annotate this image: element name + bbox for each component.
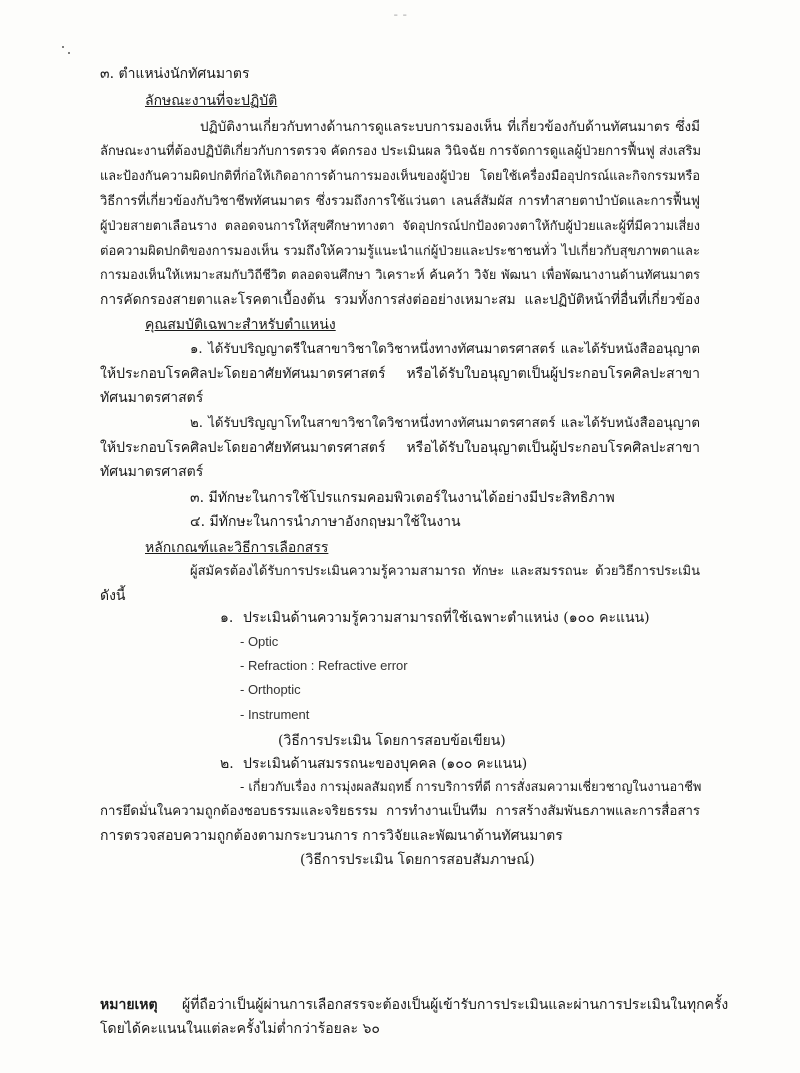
duties-line: วิธีการที่เกี่ยวข้องกับวิชาชีพทัศนมาตร ซึ่งรวมถึงการใช้แว่นตา เลนส์สัมผัส การทำสายตาบำบัดและการฟื้นฟู [100,194,700,209]
qualifications-title: คุณสมบัติเฉพาะสำหรับตำแหน่ง [145,317,336,333]
duties-title: ลักษณะงานที่จะปฏิบัติ [145,93,278,109]
selection-intro: ผู้สมัครต้องได้รับการประเมินความรู้ความสามารถ ทักษะ และสมรรถนะ ด้วยวิธีการประเมิน [190,564,700,579]
assessment-1-method: (วิธีการประเมิน โดยการสอบข้อเขียน) [278,733,506,749]
qualification-1-line: ให้ประกอบโรคศิลปะโดยอาศัยทัศนมาตรศาสตร์ หรือได้รับใบอนุญาตเป็นผู้ประกอบโรคศิลปะสาขา [100,366,700,382]
qualification-2-line: ให้ประกอบโรคศิลปะโดยอาศัยทัศนมาตรศาสตร์ หรือได้รับใบอนุญาตเป็นผู้ประกอบโรคศิลปะสาขา [100,440,700,456]
note-line: โดยได้คะแนนในแต่ละครั้งไม่ต่ำกว่าร้อยละ ๖๐ [100,1021,380,1037]
duties-line: ต่อความผิดปกติของการมองเห็น รวมถึงให้ความรู้แนะนำแก่ผู้ป่วยและประชาชนทั่ว ไปเกี่ยวกับสุขภาพตาและ [100,244,700,259]
assessment-2-title: ประเมินด้านสมรรถนะของบุคคล (๑๐๐ คะแนน) [243,756,528,772]
scan-speck [62,46,64,48]
note-label: หมายเหตุ [100,997,158,1013]
assessment-2-number: ๒. [220,756,234,772]
assessment-1-number: ๑. [220,610,234,626]
duties-line: การคัดกรองสายตาและโรคตาเบื้องต้น รวมทั้งการส่งต่ออย่างเหมาะสม และปฏิบัติหน้าที่อื่นที่เกี่ยวข้อง [100,292,700,308]
topic-item: - Optic [240,634,279,649]
duties-line: การมองเห็นให้เหมาะสมกับวิถีชีวิต ตลอดจนศึกษา วิเคราะห์ ค้นคว้า วิจัย พัฒนา เพื่อพัฒนางานด้านทัศนมาตร [100,268,700,283]
assessment-2-line: การยึดมั่นในความถูกต้องชอบธรรมและจริยธรรม การทำงานเป็นทีม การสร้างสัมพันธภาพและการสื่อสาร [100,804,700,819]
selection-intro-line: ดังนี้ [100,588,126,604]
assessment-2-method: (วิธีการประเมิน โดยการสอบสัมภาษณ์) [300,852,535,868]
duties-line: และป้องกันความผิดปกติที่ก่อให้เกิดอาการด้านการมองเห็นของผู้ป่วย โดยใช้เครื่องมืออุปกรณ์และกิจกรรมหรือ [100,169,700,184]
qualification-1-line: ทัศนมาตรศาสตร์ [100,390,204,406]
assessment-1-title: ประเมินด้านความรู้ความสามารถที่ใช้เฉพาะตำแหน่ง (๑๐๐ คะแนน) [243,610,650,626]
section-heading: ๓. ตำแหน่งนักทัศนมาตร [100,66,250,82]
topic-item: - Refraction : Refractive error [240,658,408,673]
topic-item: - Orthoptic [240,682,301,697]
duties-line: ผู้ป่วยสายตาเลือนราง ตลอดจนการให้สุขศึกษาทางตา จัดอุปกรณ์ปกป้องดวงตาให้กับผู้ป่วยและผู้ที่มีความเสี่ยง [100,219,700,234]
duties-line: ปฏิบัติงานเกี่ยวกับทางด้านการดูแลระบบการมองเห็น ที่เกี่ยวข้องกับด้านทัศนมาตร ซึ่งมี [200,119,700,135]
note-line: ผู้ที่ถือว่าเป็นผู้ผ่านการเลือกสรรจะต้องเป็นผู้เข้ารับการประเมินและผ่านการประเมินในทุกครั้ง [182,997,729,1013]
qualification-4: ๔. มีทักษะในการนำภาษาอังกฤษมาใช้ในงาน [190,514,461,530]
qualification-1: ๑. ได้รับปริญญาตรีในสาขาวิชาใดวิชาหนึ่งทางทัศนมาตรศาสตร์ และได้รับหนังสืออนุญาต [190,342,700,357]
qualification-2-line: ทัศนมาตรศาสตร์ [100,464,204,480]
selection-title: หลักเกณฑ์และวิธีการเลือกสรร [145,540,329,556]
scan-speck [68,52,70,54]
qualification-3: ๓. มีทักษะในการใช้โปรแกรมคอมพิวเตอร์ในงานได้อย่างมีประสิทธิภาพ [190,490,615,506]
page-mark: ˉ ˉ [393,13,408,26]
assessment-2-line: - เกี่ยวกับเรื่อง การมุ่งผลสัมฤทธิ์ การบริการที่ดี การสั่งสมความเชี่ยวชาญในงานอาชีพ [240,780,702,795]
assessment-2-line: การตรวจสอบความถูกต้องตามกระบวนการ การวิจัยและพัฒนาด้านทัศนมาตร [100,828,563,844]
duties-line: ลักษณะงานที่ต้องปฏิบัติเกี่ยวกับการตรวจ คัดกรอง ประเมินผล วินิจฉัย การจัดการดูแลผู้ป่วยการฟื้นฟู ส่งเสริม [100,144,702,159]
qualification-2: ๒. ได้รับปริญญาโทในสาขาวิชาใดวิชาหนึ่งทางทัศนมาตรศาสตร์ และได้รับหนังสืออนุญาต [190,416,700,431]
topic-item: - Instrument [240,707,310,722]
